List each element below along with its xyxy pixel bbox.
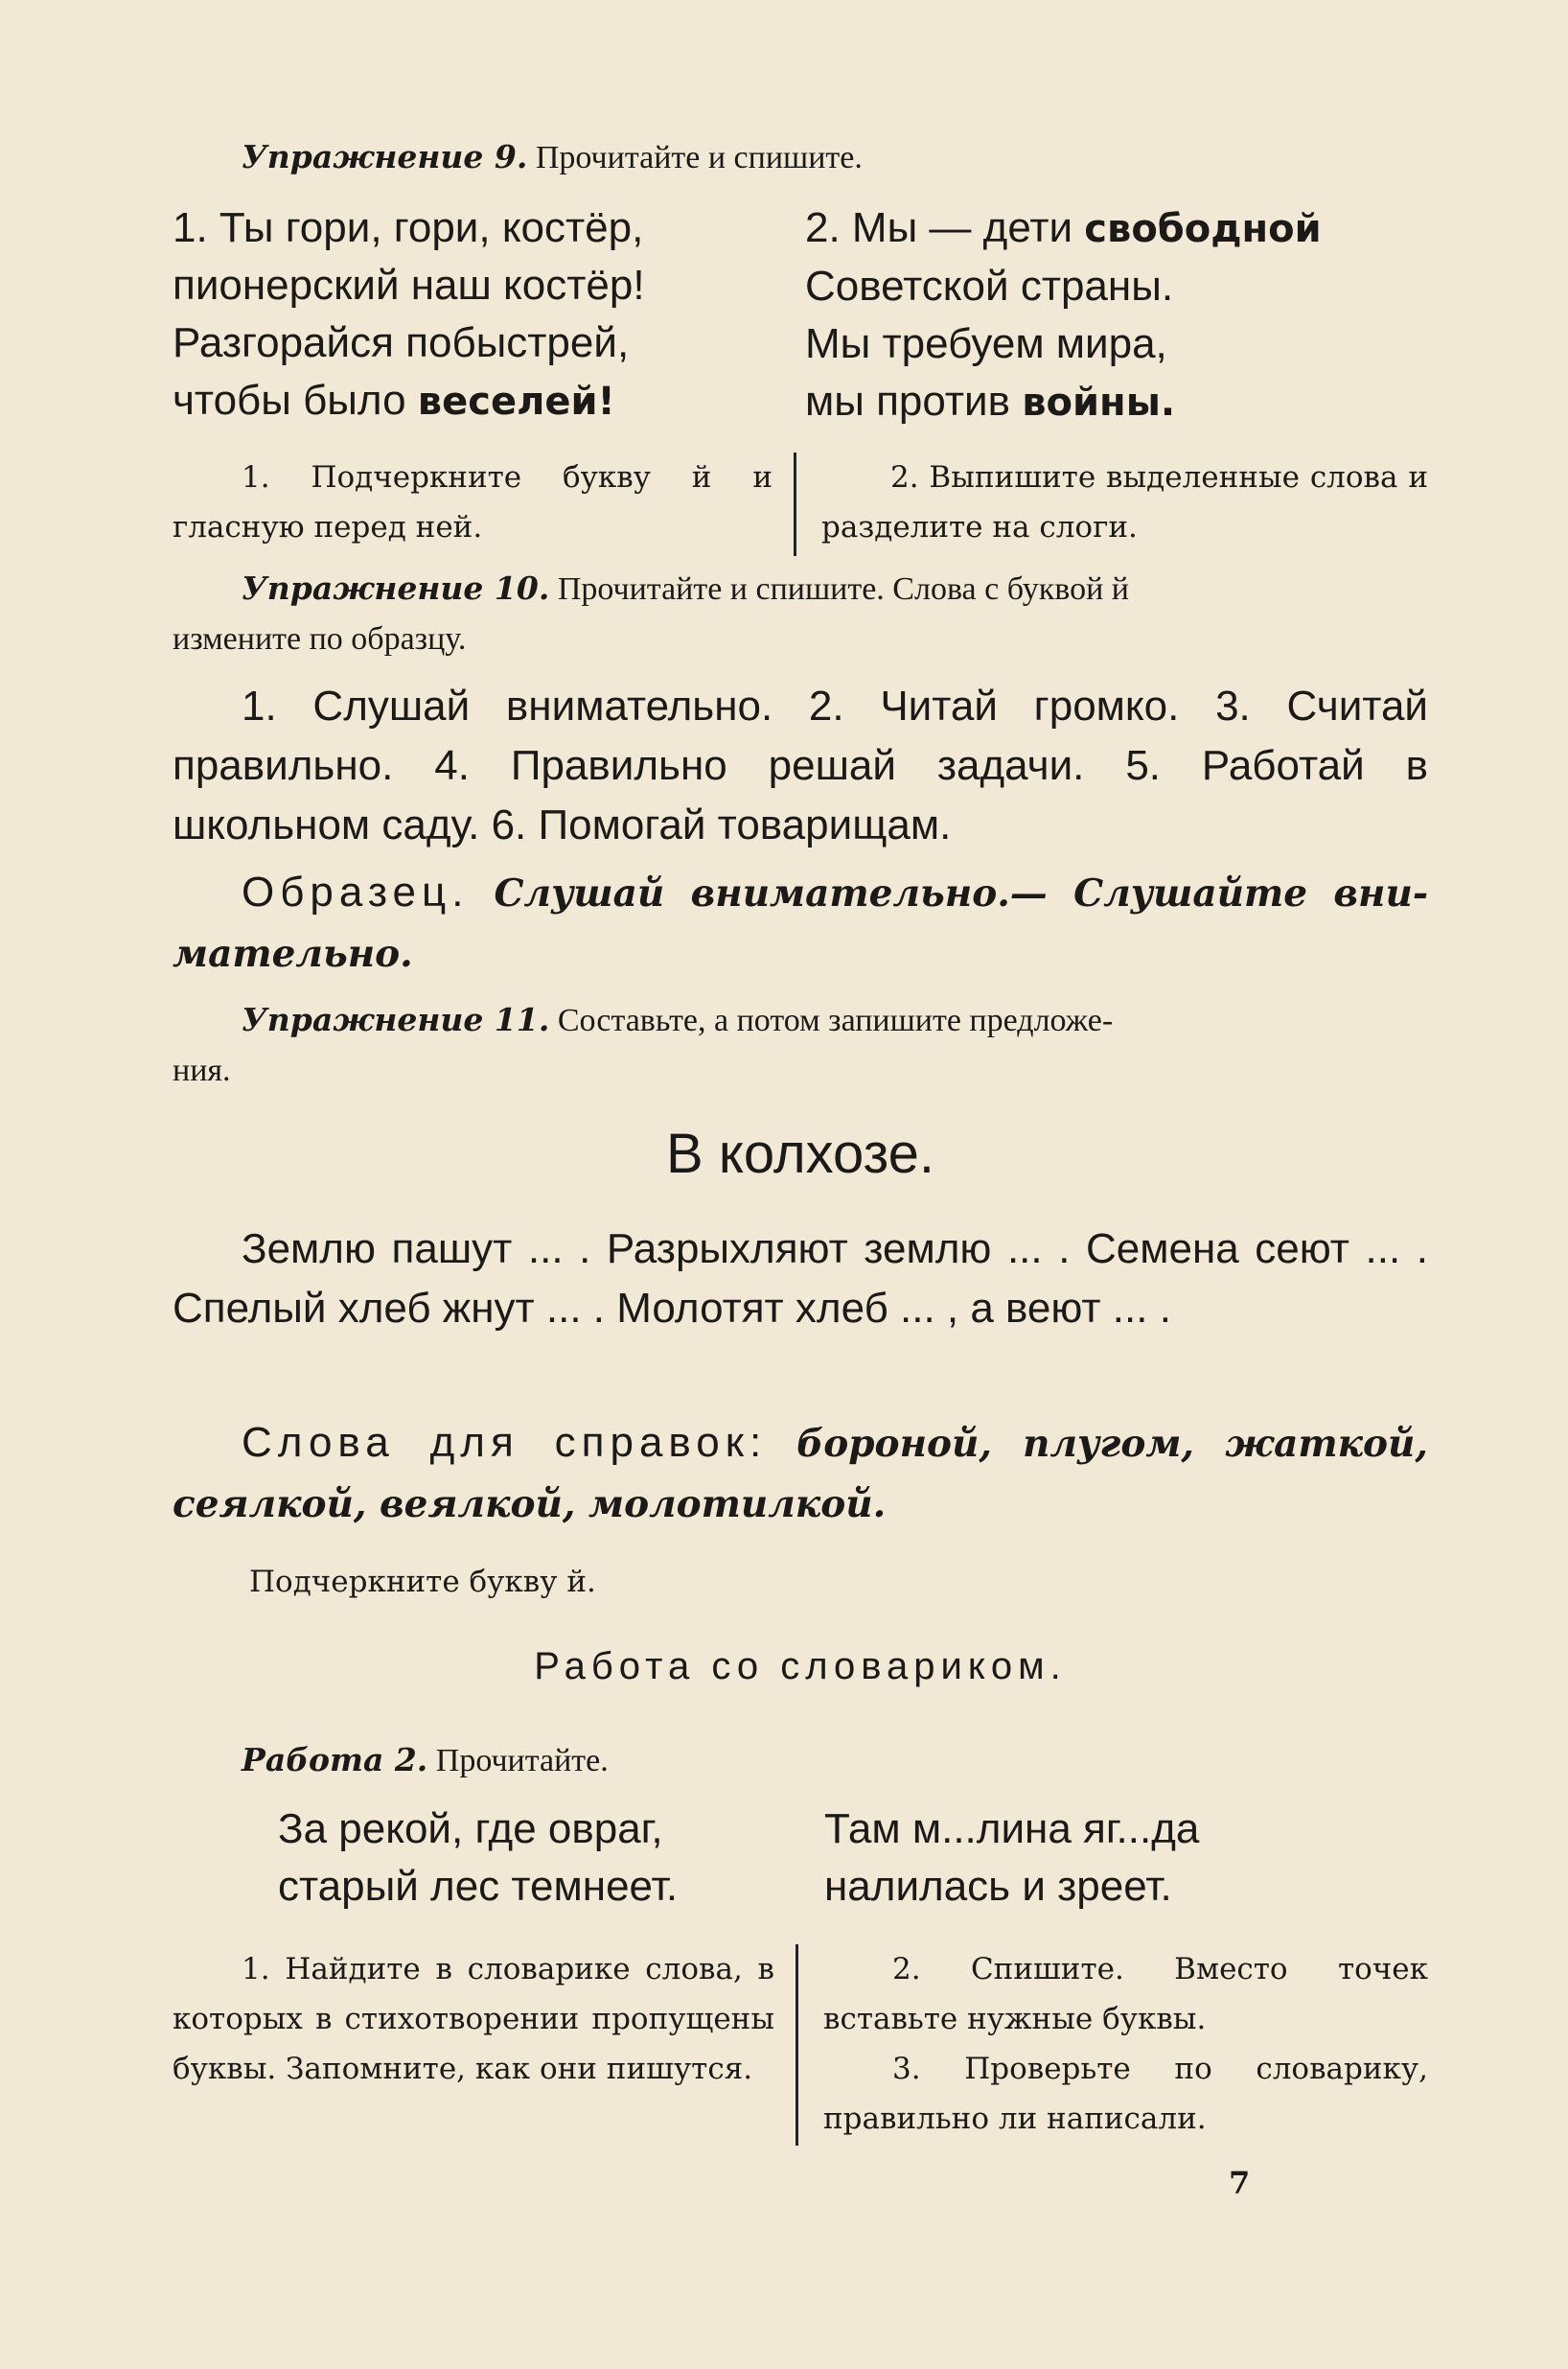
task-left: [173, 1944, 796, 2146]
textbook-page: [173, 0, 1428, 2369]
verse-line: пионерский наш костёр!: [173, 262, 645, 309]
verse-left: [173, 1800, 824, 1916]
page-number: 7: [1229, 2165, 1251, 2201]
task-text: 1. Найдите в словарике слова, в которых в стихотворении пропущены буквы. Запомните, как они пишутся.: [173, 1952, 774, 2086]
reference-words: [173, 1413, 1428, 1534]
reference-list: бороной, плугом, жаткой, сеялкой, веялкой, молотилкой.: [173, 1422, 1428, 1526]
exercise-9-verses: [173, 199, 1428, 431]
work-2-instruction: Прочитайте.: [435, 1743, 609, 1778]
verse-line: За рекой, где овраг,: [278, 1805, 663, 1852]
task-text: 1. Подчеркните букву й и гласную перед ней.: [173, 460, 772, 545]
verse-right: [824, 1800, 1428, 1916]
verse-line: старый лес темнеет.: [278, 1863, 679, 1910]
exercise-10-instruction-cont: измените по образцу.: [173, 621, 467, 657]
exercise-11-header: [242, 995, 1428, 1046]
task-text: 3. Проверьте по словарику, правильно ли написали.: [823, 2052, 1428, 2136]
exercise-10: [173, 564, 1428, 664]
exercise-11-instruction: Составьте, а потом запишите предложе-: [557, 1003, 1114, 1038]
exercise-11: [173, 995, 1428, 1096]
verse-line: Там м...лина яг...да: [824, 1805, 1200, 1852]
sample-label: Образец.: [242, 869, 470, 916]
exercise-11-text: [173, 1219, 1428, 1338]
sample-text: Слушай внимательно.— Слушайте вни-мательно.: [173, 871, 1428, 976]
exercise-9-tasks: [173, 453, 1428, 556]
verse-line: Мы требуем мира,: [805, 320, 1167, 367]
verse-line: 1. Ты гори, гори, костёр,: [173, 204, 644, 251]
work-2-header: [242, 1735, 609, 1786]
exercise-11-instruction-cont: ния.: [173, 1053, 231, 1088]
verse-left: [173, 199, 805, 431]
exercise-text: Землю пашут ... . Разрыхляют землю ... . Семена сеют ... . Спелый хлеб жнут ... . Молотят хлеб ... , а веют ... .: [173, 1225, 1428, 1332]
task-left: [173, 453, 794, 556]
exercise-9-label: Упражнение 9.: [242, 138, 528, 175]
verse-line: Разгорайся побыстрей,: [173, 319, 630, 366]
reference-label: Слова для справок:: [242, 1419, 768, 1466]
exercise-11-label: Упражнение 11.: [242, 1001, 550, 1038]
work-2-verses: [173, 1800, 1428, 1916]
exercise-10-instruction: Прочитайте и спишите. Слова с буквой й: [557, 571, 1129, 607]
exercise-10-text: [173, 677, 1428, 855]
task-text: 2. Спишите. Вместо точек вставьте нужные буквы.: [823, 1952, 1428, 2036]
exercise-10-sample: [173, 863, 1428, 984]
highlighted-word: войны.: [1022, 381, 1176, 425]
exercise-9-instruction: Прочитайте и спишите.: [535, 140, 863, 175]
verse-line: Советской страны.: [805, 263, 1174, 310]
exercise-11-task: Подчеркните букву й.: [249, 1565, 596, 1599]
verse-line: налилась и зреет.: [824, 1863, 1172, 1910]
task-right: [794, 453, 1428, 556]
exercise-10-label: Упражнение 10.: [242, 569, 550, 607]
dictionary-heading: Работа со словариком.: [534, 1645, 1067, 1687]
verse-line: [173, 372, 805, 430]
highlighted-word: свободной: [1084, 207, 1322, 251]
verse-text: 2. Мы — дети: [805, 204, 1085, 251]
exercise-9-header: [242, 132, 863, 183]
verse-line: [805, 199, 1428, 258]
highlighted-word: веселей!: [417, 380, 615, 424]
verse-right: [805, 199, 1428, 431]
verse-text: мы против: [805, 378, 1023, 425]
work-2-label: Работа 2.: [242, 1741, 428, 1778]
task-text: 2. Выпишите выделенные слова и разделите на слоги.: [821, 460, 1428, 545]
verse-text: чтобы было: [173, 377, 418, 424]
task-right: [796, 1944, 1428, 2146]
section-heading: В колхозе.: [666, 1123, 934, 1185]
work-2-tasks: [173, 1944, 1428, 2146]
verse-line: [805, 373, 1428, 431]
exercise-text: 1. Слушай внимательно. 2. Читай громко. 3. Считай правильно. 4. Правильно решай задачи. 5. Работай в школьном саду. 6. Помогай товарищам.: [173, 683, 1428, 848]
exercise-10-header: [242, 564, 1428, 615]
